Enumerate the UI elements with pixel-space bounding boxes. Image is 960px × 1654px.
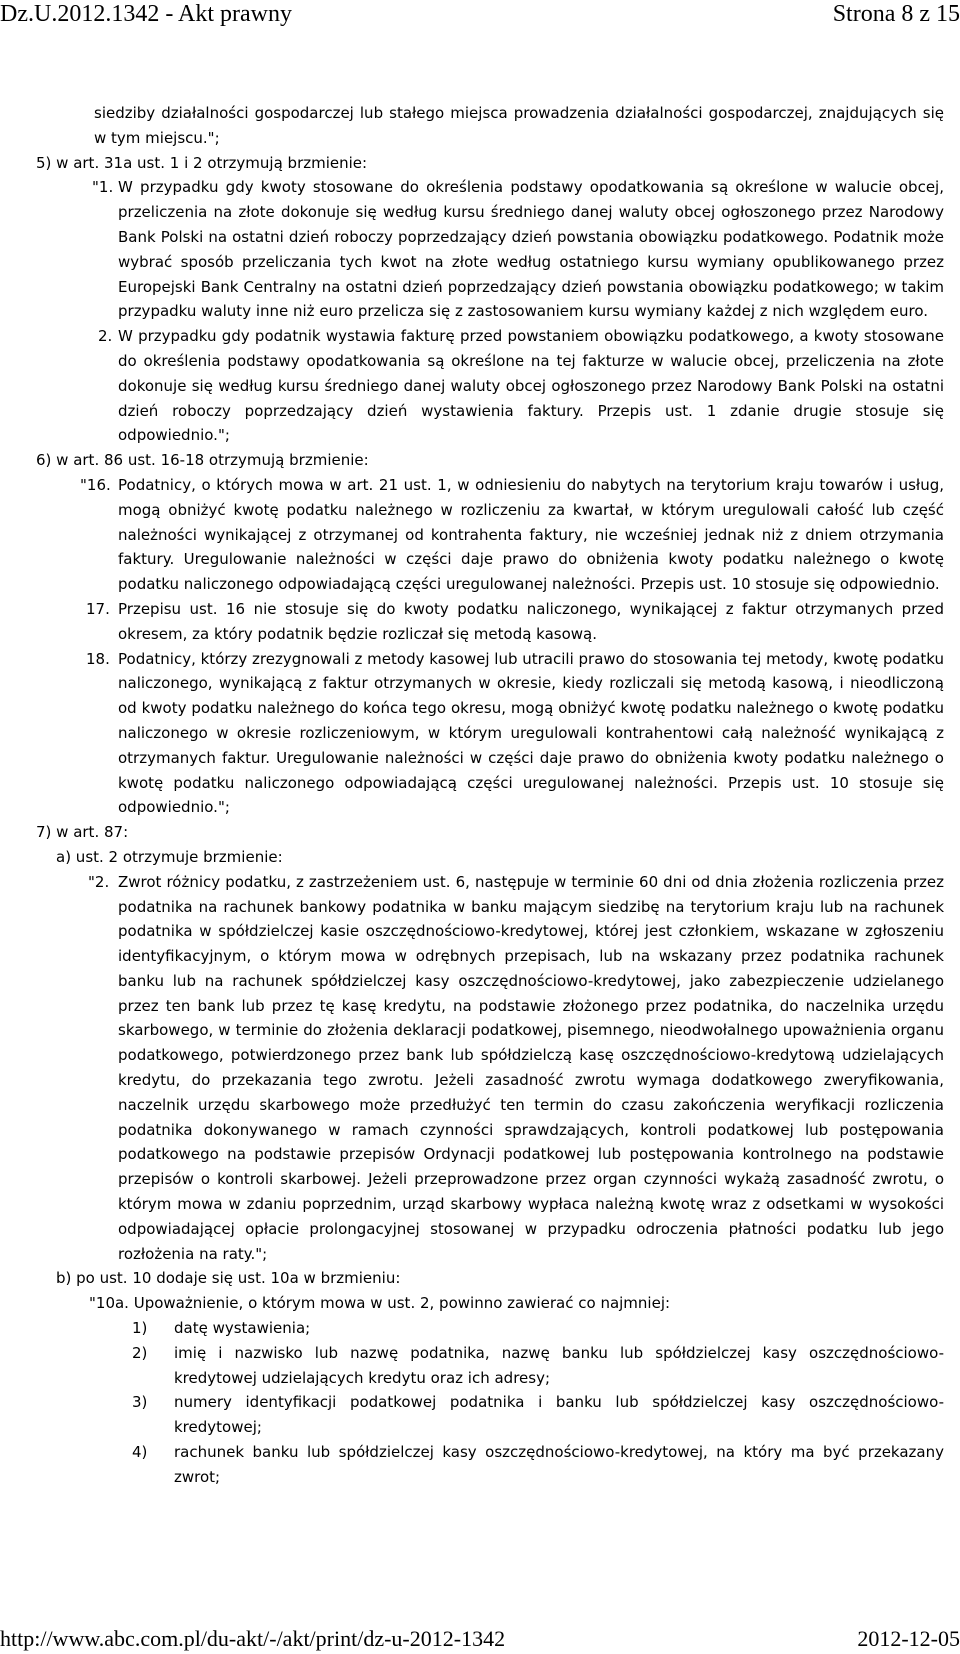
section-10a: "10a. Upoważnienie, o którym mowa w ust. 2, powinno zawierać co najmniej: (89, 1294, 671, 1313)
section-text: Podatnicy, którzy zrezygnowali z metody kasowej lub utracili prawo do stosowania tej metody, kwotę podatku naliczonego, wynikającą z faktur otrzymanych w okresie, kiedy rozliczali się metodą kasową, i nieodliczoną od kwoty podatku należnego do końca tego okresu, mogą obniżyć kwotę podatku należnego o kwotę podatku naliczonego w okresie rozliczeniowym, w którym uregulowali kontrahentowi całą należność wynikającą z otrzymanych faktur. Uregulowanie należności w części daje prawo do obniżenia kwoty podatku należnego o kwotę podatku naliczonego odpowiadającą części uregulowanej należności. Przepis ust. 10 stosuje się odpowiednio."; (118, 649, 944, 817)
list-item (132, 1341, 944, 1391)
paragraph: siedziby działalności gospodarczej lub stałego miejsca prowadzenia działalności gospodarczej, znajdujących się w tym miejscu."; (94, 104, 944, 147)
section-text: Przepisu ust. 16 nie stosuje się do kwoty podatku naliczonego, wynikającej z faktur otrzymanych przed okresem, za który podatnik będzie rozliczał się metodą kasową. (118, 599, 944, 643)
section-1 (92, 175, 944, 324)
list-item-number: 1) (132, 1319, 148, 1338)
list-item-number: 2) (132, 1343, 148, 1362)
section-number: 18. (86, 649, 110, 668)
section-text: W przypadku gdy podatnik wystawia fakturę przed powstaniem obowiązku podatkowego, a kwoty stosowane do określenia podstawy opodatkowania są określone na tej fakturze w walucie obcej, przeliczenia na złote dokonuje się według kursu średniego danej waluty obcej ogłoszonego przez Narodowy Bank Polski na ostatni dzień roboczy poprzedzający dzień wystawienia faktury. Przepis ust. 1 zdanie drugie stosuje się odpowiednio."; (118, 327, 944, 445)
list-item (132, 1440, 944, 1490)
amendment-heading: 6) w art. 86 ust. 16-18 otrzymują brzmienie: (36, 451, 369, 470)
list-item-number: 4) (132, 1443, 148, 1462)
section-2 (98, 324, 944, 448)
section-number: 17. (86, 599, 110, 618)
header-document-title: Dz.U.2012.1342 - Akt prawny (0, 1, 292, 27)
list-item (132, 1390, 944, 1440)
section-number: "16. (80, 475, 111, 494)
section-text: Podatnicy, o których mowa w art. 21 ust. 1, w odniesieniu do nabytych na terytorium kraju towarów i usług, mogą obniżyć kwotę podatku należnego w rozliczeniu za kwartał, w którym uregulowali całość lub część należności wynikającej z otrzymanej od kontrahenta faktury, nie wcześniej jednak niż z dniem otrzymania faktury. Uregulowanie należności w części daje prawo do obniżenia kwoty podatku należnego o kwotę podatku naliczonego odpowiadającą części uregulowanej należności. Przepis ust. 10 stosuje się odpowiednio. (118, 475, 944, 594)
footer-date: 2012-12-05 (857, 1626, 960, 1651)
list-item-text: imię i nazwisko lub nazwę podatnika, nazwę banku lub spółdzielczej kasy oszczędnościowo-kredytowej udzielających kredytu oraz ich adresy; (174, 1343, 944, 1387)
subpoint-heading: b) po ust. 10 dodaje się ust. 10a w brzmieniu: (56, 1269, 401, 1288)
amendment-heading: 7) w art. 87: (36, 823, 129, 842)
list-item-text: rachunek banku lub spółdzielczej kasy oszczędnościowo-kredytowej, na który ma być przekazany zwrot; (174, 1443, 944, 1486)
section-text: Zwrot różnicy podatku, z zastrzeżeniem ust. 6, następuje w terminie 60 dni od dnia złożenia rozliczenia przez podatnika na rachunek bankowy podatnika w banku mającym siedzibę na terytorium kraju lub na rachunek podatnika w spółdzielczej kasie oszczędnościowo-kredytowej, której jest członkiem, wskazane w zgłoszeniu identyfikacyjnym, o którym mowa w odrębnych przepisach, lub na wskazany przez podatnika rachunek banku lub na rachunek spółdzielczej kasy oszczędnościowo-kredytowej, jako zabezpieczenie udzielanego przez ten bank lub przez tę kasę kredytu, na podstawie złożonego przez podatnika, do naczelnika urzędu skarbowego, w terminie do złożenia deklaracji podatkowej, pisemnego, nieodwołalnego upoważnienia organu podatkowego, potwierdzonego przez bank lub spółdzielczą kasę oszczędnościowo-kredytową udzielających kredytu, do przekazania tego zwrotu. Jeżeli zasadność zwrotu wymaga dodatkowego zweryfikowania, naczelnik urzędu skarbowego może przedłużyć ten termin do czasu zakończenia weryfikacji rozliczenia podatnika dokonywanego w ramach czynności sprawdzających, kontroli podatkowej lub postępowania podatkowego na podstawie przepisów Ordynacji podatkowej lub postępowania kontrolnego na podstawie przepisów o kontroli skarbowej. Jeżeli przeprowadzone przez organ czynności wykażą zasadność zwrotu, o którym mowa w zdaniu poprzednim, urząd skarbowy wypłaca należną kwotę wraz z odsetkami w wysokości odpowiadającej opłacie prolongacyjnej stosowanej w przypadku odroczenia płatności podatku lub jego rozłożenia na raty."; (118, 872, 944, 1263)
section-18 (86, 647, 944, 821)
list-item-number: 3) (132, 1393, 148, 1412)
document-body (36, 101, 944, 1490)
section-17 (86, 597, 944, 647)
header-page-number: Strona 8 z 15 (832, 1, 960, 27)
subpoint-heading: a) ust. 2 otrzymuje brzmienie: (56, 847, 283, 866)
section-2-refund (88, 870, 944, 1267)
list-item-text: numery identyfikacji podatkowej podatnika i banku lub spółdzielczej kasy oszczędnościowo-kredytowej; (174, 1393, 944, 1437)
list-item-text: datę wystawienia; (174, 1319, 311, 1338)
amendment-heading: 5) w art. 31a ust. 1 i 2 otrzymują brzmienie: (36, 153, 368, 172)
section-number: "2. (88, 872, 110, 891)
list-item (132, 1316, 944, 1341)
footer-url-link[interactable]: http://www.abc.com.pl/du-akt/-/akt/print/dz-u-2012-1342 (0, 1626, 506, 1651)
section-number: 2. (98, 327, 113, 346)
section-16 (80, 473, 944, 597)
section-number: "1. (92, 178, 114, 197)
section-text: W przypadku gdy kwoty stosowane do określenia podstawy opodatkowania są określone w walucie obcej, przeliczenia na złote dokonuje się według kursu średniego danej waluty obcej ogłoszonego przez Narodowy Bank Polski na ostatni dzień roboczy poprzedzający dzień powstania obowiązku podatkowego. Podatnik może wybrać sposób przeliczania tych kwot na złote według ostatniego kursu wymiany opublikowanego przez Europejski Bank Centralny na ostatni dzień poprzedzający dzień powstania obowiązku podatkowego; w takim przypadku waluty inne niż euro przelicza się z zastosowaniem kursu wymiany każdej z nich względem euro. (118, 178, 944, 321)
